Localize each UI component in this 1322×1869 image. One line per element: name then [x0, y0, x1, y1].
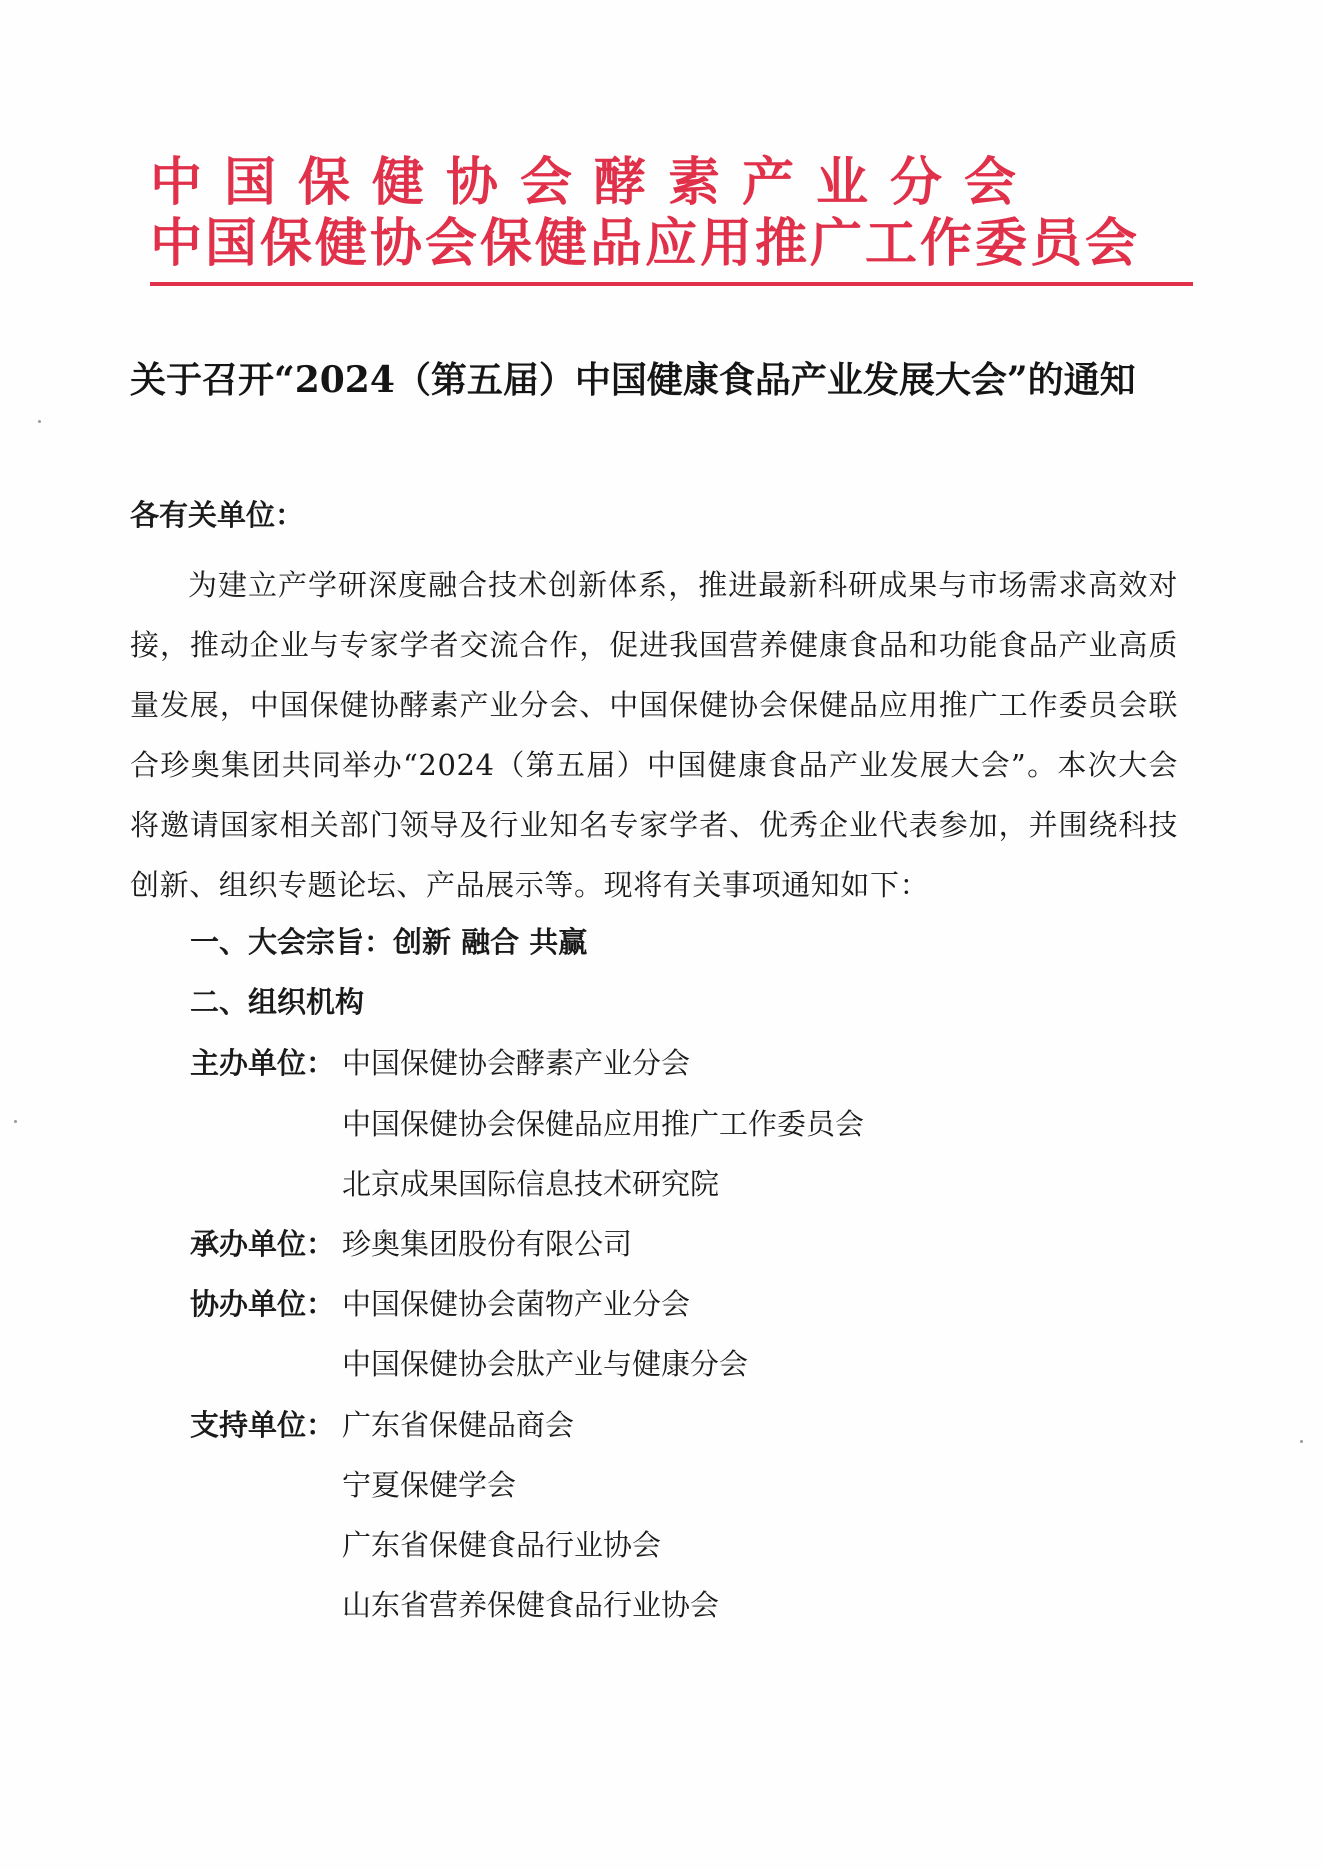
co-organizer-label: 协办单位： — [190, 1287, 336, 1321]
undertaker-item: 珍奥集团股份有限公司 — [342, 1227, 633, 1261]
host-label: 主办单位： — [190, 1046, 336, 1080]
scan-speck — [14, 1120, 17, 1123]
host-item: 北京成果国际信息技术研究院 — [342, 1167, 720, 1201]
scan-speck — [38, 420, 41, 423]
co-organizer-item: 中国保健协会菌物产业分会 — [342, 1287, 691, 1321]
body-paragraph: 为建立产学研深度融合技术创新体系，推进最新科研成果与市场需求高效对接，推动企业与专家学者交流合作，促进我国营养健康食品和功能食品产业高质量发展，中国保健协酵素产业分会、中国保健协会保健品应用推广工作委员会联合珍奥集团共同举办“2024（第五届）中国健康食品产业发展大会”。本次大会将邀请国家相关部门领导及行业知名专家学者、优秀企业代表参加，并围绕科技创新、组织专题论坛、产品展示等。现将有关事项通知如下： — [130, 568, 1178, 902]
letterhead-line-1: 中国保健协会酵素产业分会 — [150, 152, 1039, 213]
host-item: 中国保健协会酵素产业分会 — [342, 1046, 691, 1080]
co-organizer-item: 中国保健协会肽产业与健康分会 — [342, 1347, 749, 1381]
supporter-item: 广东省保健品商会 — [342, 1408, 575, 1442]
letterhead-divider — [150, 282, 1193, 286]
supporter-item: 宁夏保健学会 — [342, 1468, 517, 1502]
section-conference-purpose: 一、大会宗旨：创新 融合 共赢 — [190, 925, 588, 959]
host-item: 中国保健协会保健品应用推广工作委员会 — [342, 1107, 865, 1141]
scan-speck — [1300, 1440, 1303, 1443]
supporter-item: 山东省营养保健食品行业协会 — [342, 1588, 720, 1622]
letterhead-line-2: 中国保健协会保健品应用推广工作委员会 — [150, 213, 1141, 274]
supporter-label: 支持单位： — [190, 1408, 336, 1442]
salutation: 各有关单位： — [130, 498, 305, 532]
notice-title: 关于召开“2024（第五届）中国健康食品产业发展大会”的通知 — [130, 359, 1136, 401]
supporter-item: 广东省保健食品行业协会 — [342, 1528, 662, 1562]
section-organization: 二、组织机构 — [190, 985, 365, 1019]
undertaker-label: 承办单位： — [190, 1227, 336, 1261]
